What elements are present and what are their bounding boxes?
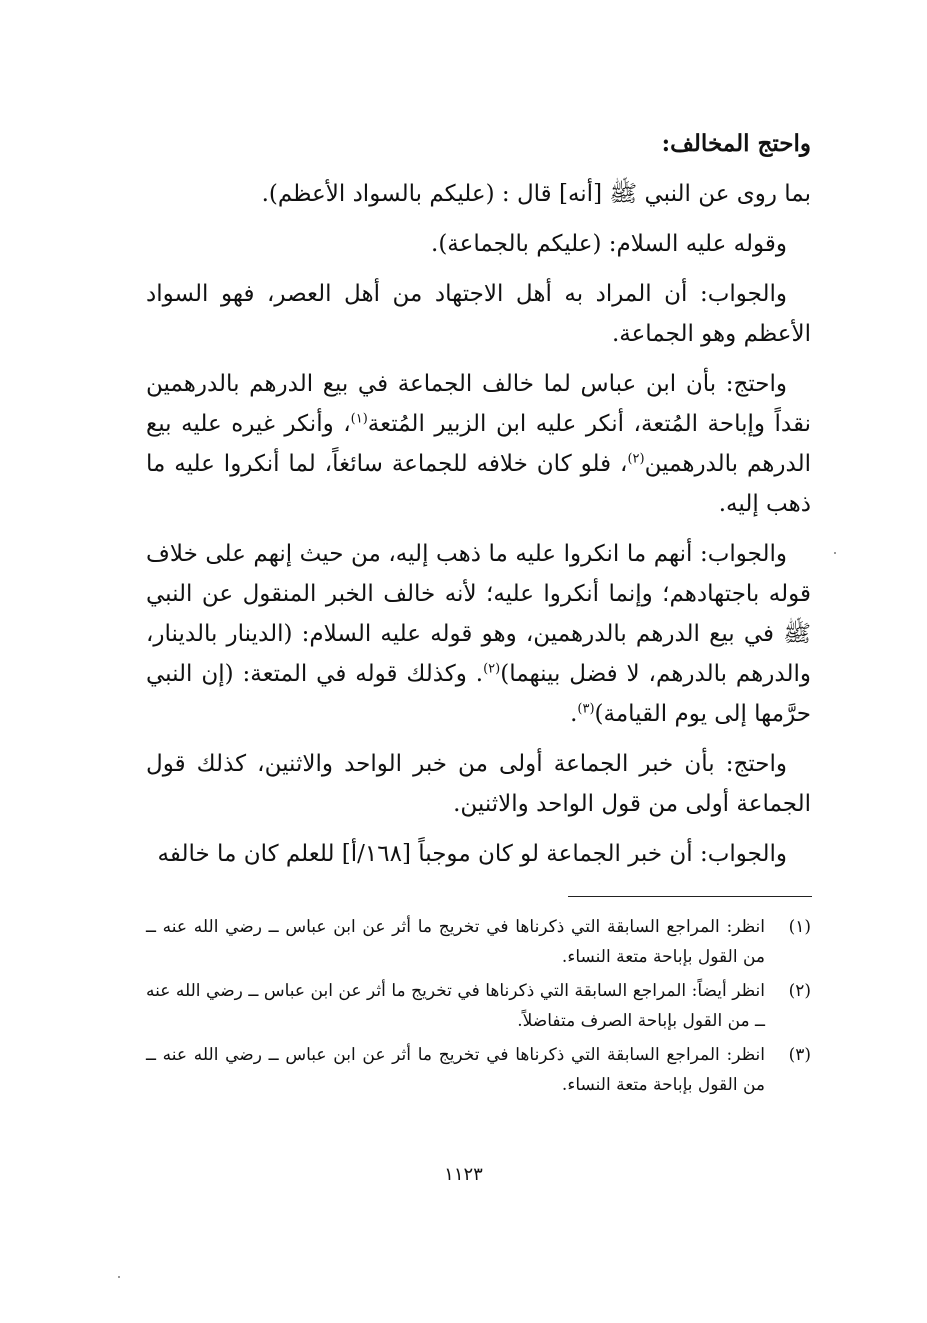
footnote-number: (١) xyxy=(788,917,811,937)
footnote-text: انظر: المراجع السابقة التي ذكرناها في تخريج ما أثر عن ابن عباس ــ رضي الله عنه ــ من القول بإباحة متعة النساء. xyxy=(146,1045,765,1095)
footnote-3 xyxy=(146,1040,811,1100)
scan-speck xyxy=(118,1276,120,1278)
footnote-ref-2b: (٢) xyxy=(483,661,501,677)
footnote-text: انظر: المراجع السابقة التي ذكرناها في تخريج ما أثر عن ابن عباس ــ رضي الله عنه ــ من القول بإباحة متعة النساء. xyxy=(146,917,765,967)
paragraph-2: وقوله عليه السلام: (عليكم بالجماعة). xyxy=(431,231,787,257)
footnote-ref-2: (٢) xyxy=(627,451,645,467)
footnote-ref-3: (٣) xyxy=(577,701,595,717)
paragraph-5-text-a: والجواب: أنهم ما انكروا عليه ما ذهب إليه، من حيث إنهم على خلاف قوله باجتهادهم؛ وإنما أنكروا عليه؛ لأنه خالف الخبر المنقول عن النبي ﷺ في بيع الدرهم بالدرهمين، وهو قوله عليه السلام: (الدينار بالدينار، والدرهم بالدرهم، لا فضل بينهما) xyxy=(146,541,811,687)
main-text xyxy=(146,124,811,884)
footnote-text: انظر أيضاً: المراجع السابقة التي ذكرناها في تخريج ما أثر عن ابن عباس ــ رضي الله عنه ــ من القول بإباحة الصرف متفاضلاً. xyxy=(146,981,765,1031)
paragraph-4-text-a: واحتج: بأن ابن عباس لما خالف الجماعة في بيع الدرهم بالدرهمين نقداً وإباحة المُتعة، أنكر عليه ابن الزبير المُتعة xyxy=(146,371,811,437)
paragraph-4-text-c: ، فلو كان خلافه للجماعة سائغاً، لما أنكروا عليه ما ذهب إليه. xyxy=(146,451,811,517)
paragraph-7: والجواب: أن خبر الجماعة لو كان موجباً [١٦٨/أ] للعلم كان ما خالفه xyxy=(157,841,787,867)
scan-speck xyxy=(834,552,836,554)
footnote-ref-1: (١) xyxy=(350,411,368,427)
page-number: ١١٢٣ xyxy=(444,1164,483,1185)
paragraph-6: واحتج: بأن خبر الجماعة أولى من خبر الواحد والاثنين، كذلك قول الجماعة أولى من قول الواحد والاثنين. xyxy=(146,751,811,817)
footnote-number: (٢) xyxy=(788,981,811,1001)
footnote-number: (٣) xyxy=(788,1045,811,1065)
paragraph-5-text-b: . وكذلك قوله في المتعة: (إن النبي حرَّمها إلى يوم القيامة) xyxy=(146,661,811,727)
paragraph-5 xyxy=(146,534,811,734)
paragraph-5-text-c: . xyxy=(570,701,578,727)
paragraph-4-text-b: ، وأنكر غيره عليه بيع الدرهم بالدرهمين xyxy=(146,411,812,477)
footnote-separator xyxy=(568,896,812,897)
paragraph-1: بما روى عن النبي ﷺ [أنه] قال : (عليكم بالسواد الأعظم). xyxy=(261,181,811,207)
footnote-1 xyxy=(146,912,811,972)
footnote-2 xyxy=(146,976,811,1036)
paragraph-3: والجواب: أن المراد به أهل الاجتهاد من أهل العصر، فهو السواد الأعظم وهو الجماعة. xyxy=(146,281,811,347)
section-heading: واحتج المخالف: xyxy=(661,130,811,157)
footnotes xyxy=(146,912,811,1104)
paragraph-4 xyxy=(146,364,811,524)
